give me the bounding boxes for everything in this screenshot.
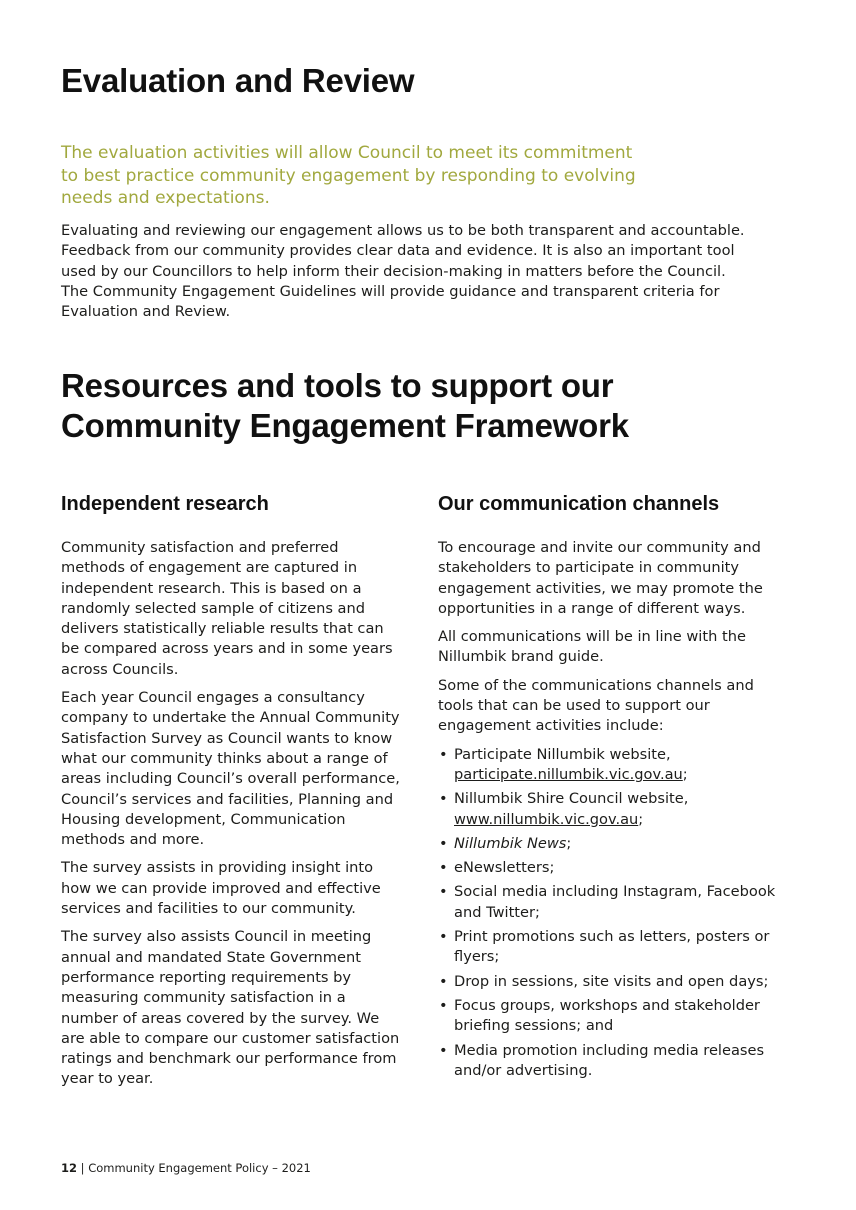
footer-separator: | xyxy=(77,1161,89,1175)
list-item xyxy=(438,927,783,968)
list-item-punct: ; xyxy=(682,765,688,783)
lead-line: The evaluation activities will allow Council to meet its commitment xyxy=(61,143,633,163)
footer-doc-title: Community Engagement Policy – 2021 xyxy=(88,1161,311,1175)
evaluation-lead xyxy=(61,142,681,210)
page-footer xyxy=(61,1160,311,1176)
evaluation-title: Evaluation and Review xyxy=(61,62,415,99)
list-item xyxy=(438,745,783,786)
bullet-icon: • xyxy=(439,790,448,808)
list-item xyxy=(438,834,783,854)
bullet-icon: • xyxy=(439,883,448,901)
resources-title-line: Resources and tools to support our xyxy=(61,367,614,404)
bullet-icon: • xyxy=(439,928,448,946)
independent-research-section xyxy=(61,490,406,1098)
list-item xyxy=(438,882,783,923)
list-item-punct: ; xyxy=(638,810,644,828)
list-item-text: eNewsletters; xyxy=(454,859,555,877)
communication-channels-section xyxy=(438,490,783,1085)
list-item-text: Drop in sessions, site visits and open days; xyxy=(454,972,769,990)
bullet-icon: • xyxy=(439,859,448,877)
communication-paragraph: Some of the communications channels and tools that can be used to support our engagement activities include: xyxy=(438,676,754,735)
body-line: Feedback from our community provides clear data and evidence. It is also an important tool xyxy=(61,242,735,260)
research-paragraph: Each year Council engages a consultancy company to undertake the Annual Community Satisfaction Survey as Council wants to know what our community thinks about a range of areas including Council’s overall performance, Council’s services and facilities, Planning and Housing development, Communication methods and more. xyxy=(61,689,400,849)
communication-channels-heading: Our communication channels xyxy=(438,493,720,515)
bullet-icon: • xyxy=(439,1041,448,1059)
list-item-text: Participate Nillumbik website, xyxy=(454,745,671,763)
list-item-text: Social media including Instagram, Facebook and Twitter; xyxy=(454,883,776,921)
list-item-text: Nillumbik News xyxy=(454,834,567,852)
lead-line: needs and expectations. xyxy=(61,188,270,208)
list-item-text: Print promotions such as letters, posters or flyers; xyxy=(454,928,770,966)
resources-title-line: Community Engagement Framework xyxy=(61,407,629,444)
body-line: The Community Engagement Guidelines will provide guidance and transparent criteria for xyxy=(61,282,720,300)
body-line: used by our Councillors to help inform their decision-making in matters before the Council. xyxy=(61,262,726,280)
page-number: 12 xyxy=(61,1161,78,1175)
research-paragraph: The survey assists in providing insight into how we can provide improved and effective services and facilities to our community. xyxy=(61,859,381,918)
list-item-text: Media promotion including media releases and/or advertising. xyxy=(454,1041,765,1079)
independent-research-heading: Independent research xyxy=(61,493,269,515)
bullet-icon: • xyxy=(439,745,448,763)
resources-title xyxy=(61,366,781,446)
list-item xyxy=(438,1041,783,1082)
body-line: Evaluation and Review. xyxy=(61,303,231,321)
research-paragraph: The survey also assists Council in meeting annual and mandated State Government performance reporting requirements by measuring community satisfaction in a number of areas covered by the survey. We are able to compare our customer satisfaction ratings and benchmark our performance from year to year. xyxy=(61,928,400,1088)
list-item xyxy=(438,972,783,992)
list-item xyxy=(438,858,783,878)
list-item-punct: ; xyxy=(566,834,572,852)
participate-website-link[interactable]: participate.nillumbik.vic.gov.au xyxy=(454,765,683,783)
council-website-link[interactable]: www.nillumbik.vic.gov.au xyxy=(454,810,639,828)
list-item xyxy=(438,996,783,1037)
body-line: Evaluating and reviewing our engagement allows us to be both transparent and accountable. xyxy=(61,222,745,239)
list-item-text: Nillumbik Shire Council website, xyxy=(454,790,689,808)
bullet-icon: • xyxy=(439,972,448,990)
lead-line: to best practice community engagement by responding to evolving xyxy=(61,165,636,186)
bullet-icon: • xyxy=(439,834,448,852)
communication-channel-list xyxy=(438,745,783,1081)
communication-paragraph: All communications will be in line with the Nillumbik brand guide. xyxy=(438,628,746,666)
list-item-text: Focus groups, workshops and stakeholder briefing sessions; and xyxy=(454,996,760,1035)
bullet-icon: • xyxy=(439,996,448,1014)
evaluation-body xyxy=(61,221,791,322)
communication-paragraph: To encourage and invite our community and stakeholders to participate in community engagement activities, we may promote the opportunities in a range of different ways. xyxy=(438,539,763,617)
research-paragraph: Community satisfaction and preferred methods of engagement are captured in independent research. This is based on a randomly selected sample of citizens and delivers statistically reliable results that can be compared across years and in some years across Councils. xyxy=(61,539,393,678)
list-item xyxy=(438,789,783,830)
